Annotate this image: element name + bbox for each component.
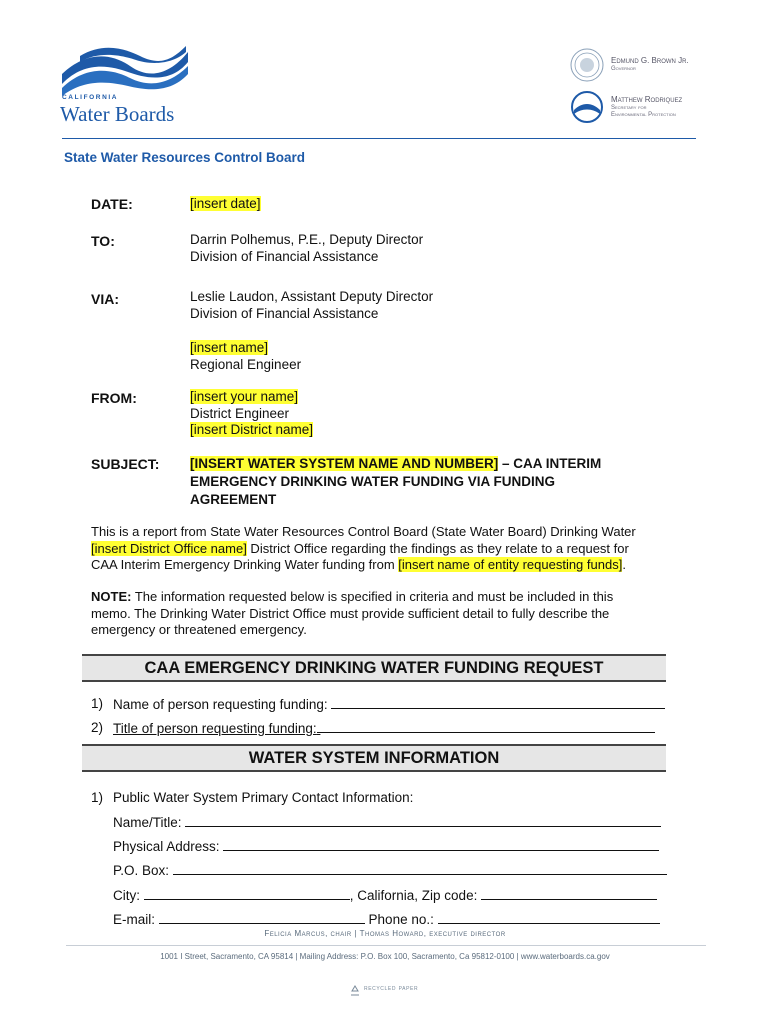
requester-name-field[interactable] <box>331 696 665 709</box>
section-funding-request-title: CAA EMERGENCY DRINKING WATER FUNDING REQUEST <box>82 654 666 682</box>
requester-name-label: Name of person requesting funding: <box>113 697 328 712</box>
via-block <box>190 289 433 373</box>
governor-name: Edmund G. Brown Jr. <box>611 56 689 65</box>
item-number: 1) <box>91 696 104 711</box>
requester-title-field[interactable] <box>317 720 655 733</box>
entity-placeholder: [insert name of entity requesting funds] <box>398 557 623 572</box>
via-line2: Division of Financial Assistance <box>190 305 379 321</box>
from-block <box>190 389 313 439</box>
intro-period: . <box>622 557 626 572</box>
from-line3: [insert District name] <box>190 422 314 437</box>
subject-line2: EMERGENCY DRINKING WATER FUNDING VIA FUNDING <box>190 474 556 489</box>
city-zip-row <box>113 887 657 903</box>
governor-title: Governor <box>611 66 636 72</box>
name-title-row <box>113 814 661 830</box>
subject-line3: AGREEMENT <box>190 492 277 507</box>
po-box-field[interactable] <box>173 862 667 875</box>
requester-title-label: Title of person requesting funding: <box>113 721 317 736</box>
subject-label: SUBJECT: <box>91 456 160 472</box>
to-line1: Darrin Polhemus, P.E., Deputy Director <box>190 232 424 247</box>
subject-rest: – CAA INTERIM <box>498 456 602 471</box>
from-line1: [insert your name] <box>190 389 299 404</box>
intro-line2-rest: District Office regarding the findings as they relate to a request for <box>246 540 629 556</box>
date-placeholder: [insert date] <box>190 196 261 211</box>
date-value <box>190 196 261 213</box>
zip-field[interactable] <box>481 887 657 900</box>
footer-address: 1001 I Street, Sacramento, CA 95814 | Mailing Address: P.O. Box 100, Sacramento, Ca 95812-0100 | www.waterboards.ca.gov <box>160 952 610 961</box>
secretary-title-1: Secretary for <box>611 105 647 111</box>
item-requester-title <box>91 720 317 736</box>
org-small-label: CALIFORNIA <box>62 94 119 101</box>
email-label: E-mail: <box>113 912 156 927</box>
intro-line3: CAA Interim Emergency Drinking Water funding from <box>91 557 399 572</box>
district-office-placeholder: [insert District Office name] <box>91 540 247 556</box>
email-phone-row <box>113 911 660 927</box>
note-paragraph <box>91 589 691 639</box>
from-label: FROM: <box>91 390 137 406</box>
item-number: 2) <box>91 720 104 735</box>
note-label: NOTE: <box>91 589 132 604</box>
letterhead-rule <box>62 138 696 139</box>
item-number: 1) <box>91 790 104 805</box>
to-line2: Division of Financial Assistance <box>190 248 379 264</box>
secretary-name: Matthew Rodriquez <box>611 95 683 104</box>
phone-field[interactable] <box>438 911 660 924</box>
secretary-title-2: Environmental Protection <box>611 112 676 118</box>
state-seal-icon <box>570 48 604 87</box>
recycle-icon <box>349 984 361 1002</box>
note-text3: emergency or threatened emergency. <box>91 622 307 637</box>
primary-contact-label: Public Water System Primary Contact Information: <box>113 790 414 805</box>
via-label: VIA: <box>91 291 119 307</box>
recycled-paper-label: recycled paper <box>364 985 419 992</box>
phone-label: Phone no.: <box>368 912 434 927</box>
calepa-logo-icon <box>570 90 604 129</box>
org-name: Water Boards <box>60 102 175 126</box>
board-name: State Water Resources Control Board <box>64 150 306 165</box>
footer-rule <box>66 945 706 946</box>
to-label: TO: <box>91 233 115 249</box>
name-title-field[interactable] <box>185 814 661 827</box>
water-boards-logo <box>60 44 190 126</box>
date-label: DATE: <box>91 196 133 212</box>
physical-address-label: Physical Address: <box>113 839 220 854</box>
note-text2: memo. The Drinking Water District Office must provide sufficient detail to fully describe the <box>91 605 610 621</box>
intro-paragraph <box>91 524 691 574</box>
note-text1: The information requested below is specified in criteria and must be included in this <box>131 589 614 604</box>
po-box-row <box>113 862 667 878</box>
section-water-system-title: WATER SYSTEM INFORMATION <box>82 744 666 772</box>
via-line3: [insert name] <box>190 340 269 355</box>
to-block <box>190 232 423 265</box>
from-line2: District Engineer <box>190 405 290 421</box>
name-title-label: Name/Title: <box>113 815 182 830</box>
california-zip-label: , California, Zip code: <box>349 888 478 903</box>
physical-address-row <box>113 838 659 854</box>
waves-icon <box>60 44 190 96</box>
po-box-label: P.O. Box: <box>113 863 170 878</box>
via-line4: Regional Engineer <box>190 356 302 372</box>
city-field[interactable] <box>144 887 350 900</box>
email-field[interactable] <box>159 911 365 924</box>
subject-block <box>190 455 601 509</box>
physical-address-field[interactable] <box>223 838 659 851</box>
item-requester-name <box>91 696 328 712</box>
via-line1: Leslie Laudon, Assistant Deputy Director <box>190 289 434 304</box>
city-label: City: <box>113 888 140 903</box>
item-primary-contact <box>91 790 414 805</box>
intro-line1: This is a report from State Water Resources Control Board (State Water Board) Drinking Water <box>91 524 636 539</box>
subject-placeholder: [INSERT WATER SYSTEM NAME AND NUMBER] <box>190 456 499 471</box>
footer-board-members: Felicia Marcus, chair | Thomas Howard, executive director <box>264 929 506 938</box>
